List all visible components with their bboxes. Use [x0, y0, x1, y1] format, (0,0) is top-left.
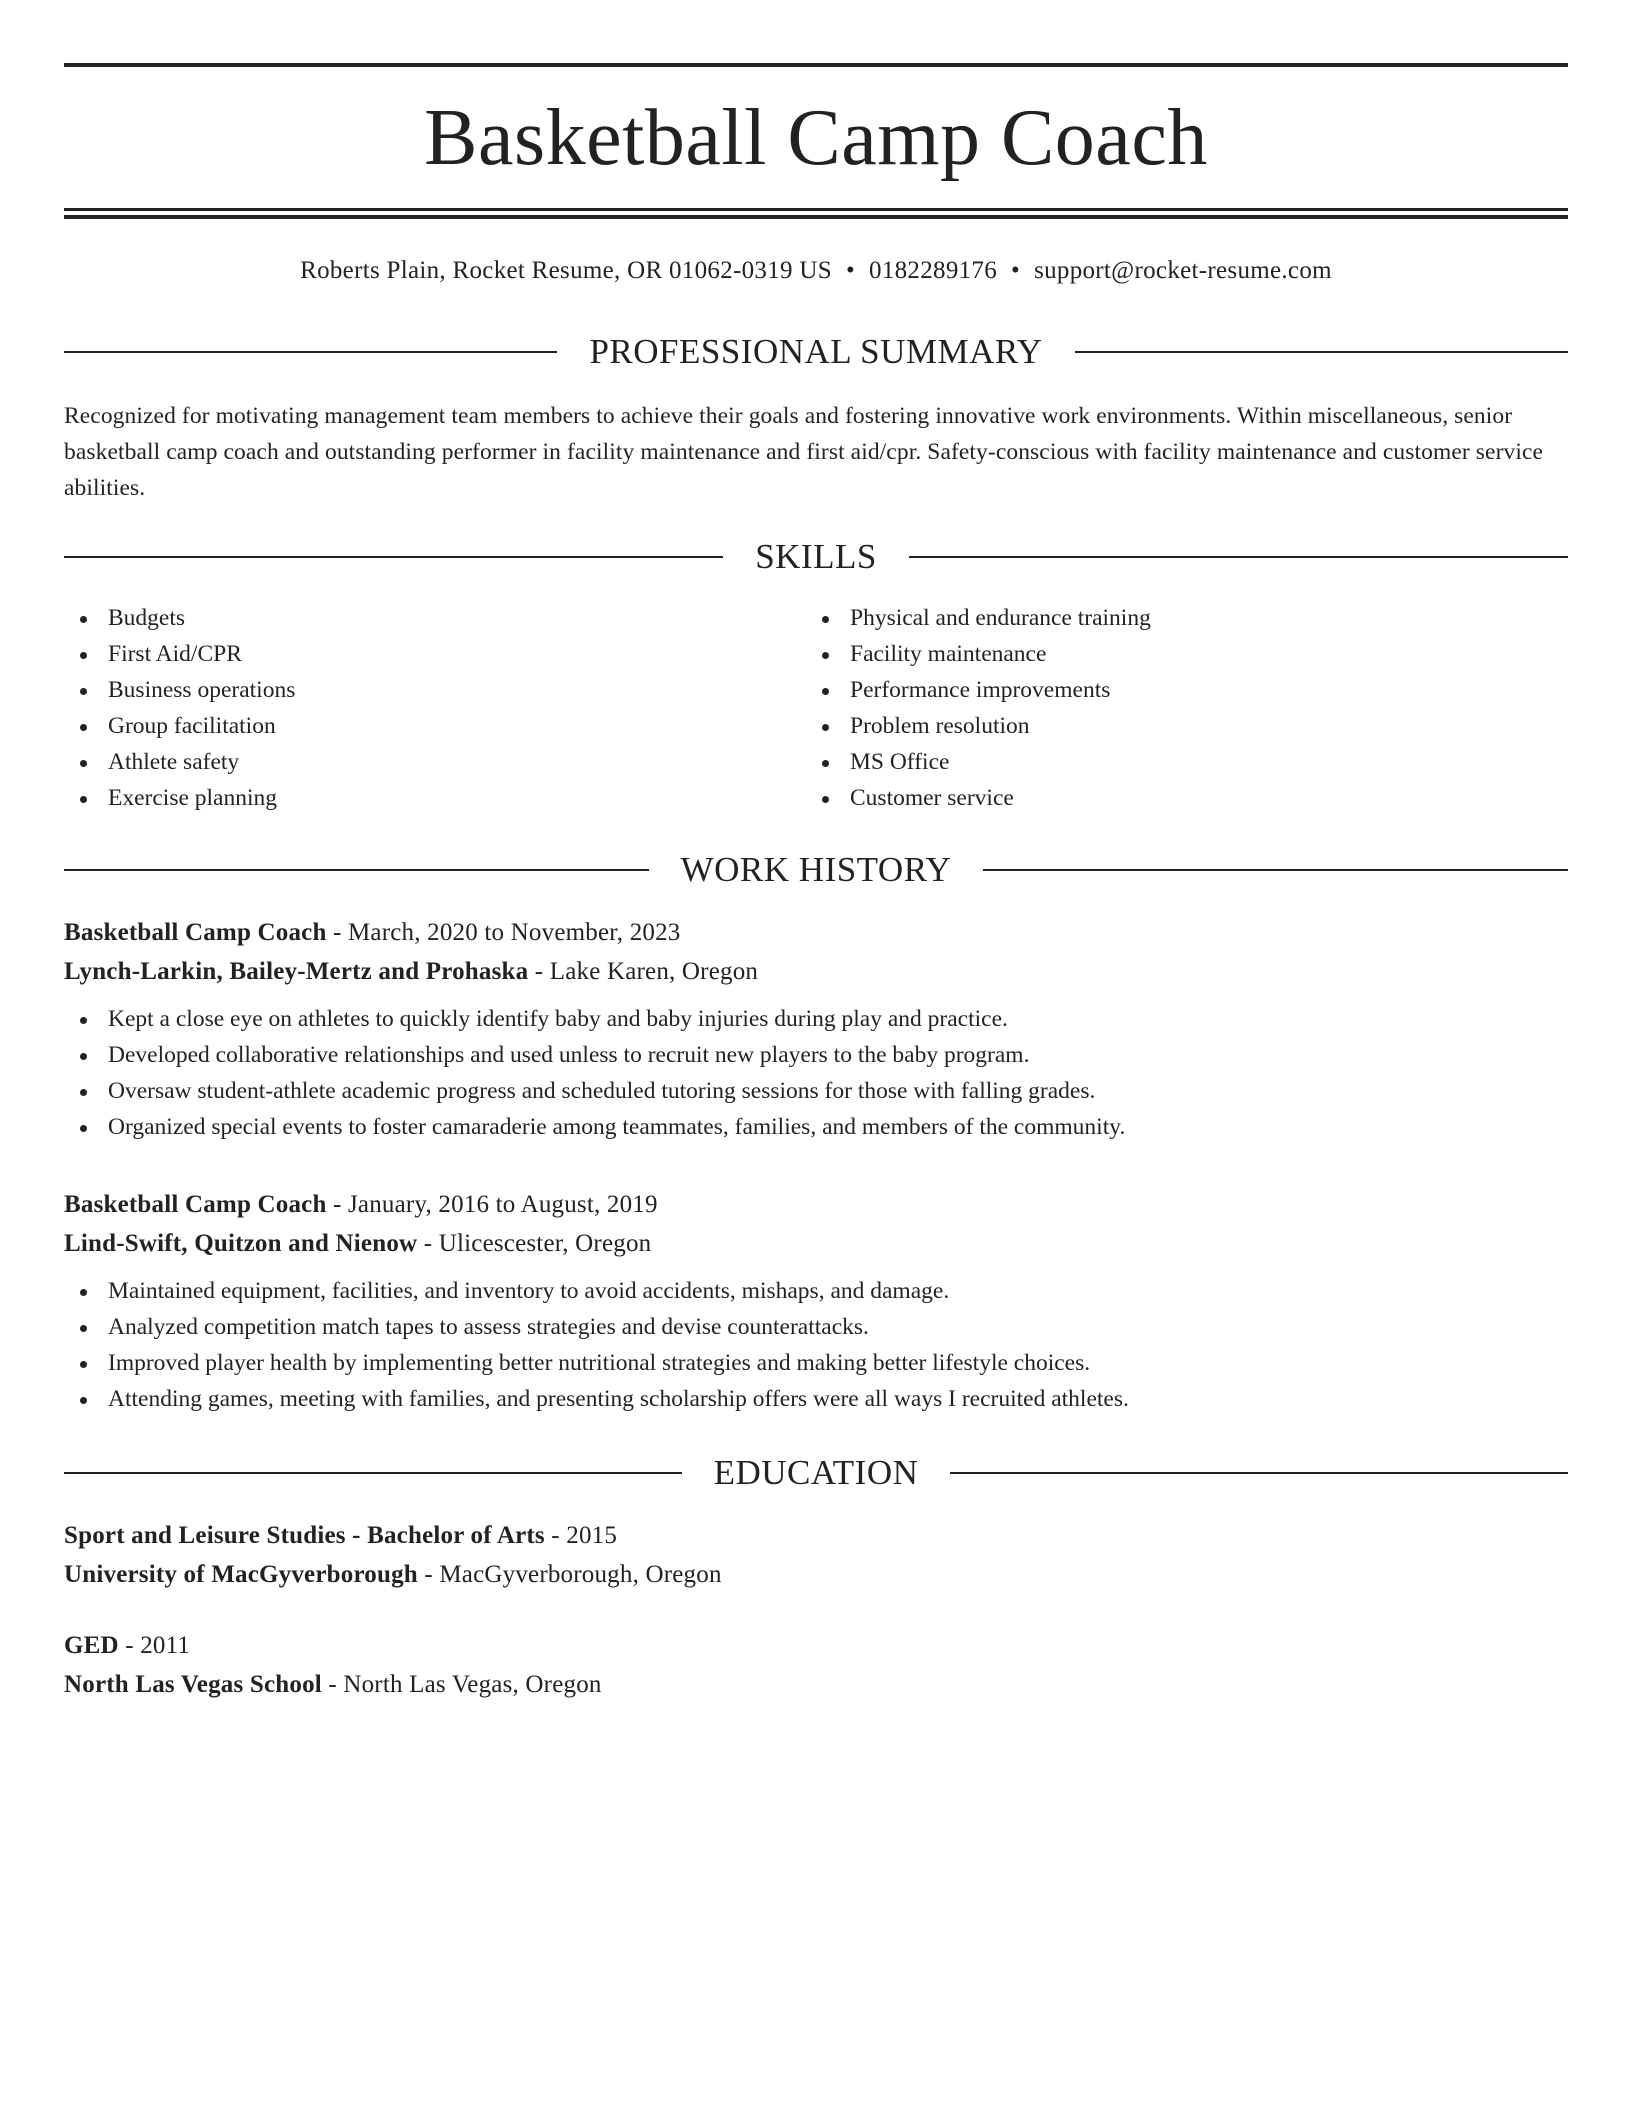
heading-rule-right	[909, 556, 1568, 558]
job-title: Basketball Camp Coach	[64, 919, 327, 946]
job-bullet: Organized special events to foster camaraderie among teammates, families, and members of the community.	[64, 1109, 1568, 1145]
education-school: University of MacGyverborough	[64, 1561, 418, 1588]
education-degree: Sport and Leisure Studies - Bachelor of Arts	[64, 1522, 545, 1549]
education-school-line	[64, 1665, 1568, 1704]
job-title-line	[64, 1185, 1568, 1224]
job-location: - Lake Karen, Oregon	[528, 958, 759, 985]
job-employer-line	[64, 1224, 1568, 1263]
job-bullet: Oversaw student-athlete academic progress and scheduled tutoring sessions for those with falling grades.	[64, 1073, 1568, 1109]
contact-separator: •	[1011, 257, 1021, 284]
skills-list	[64, 600, 1568, 816]
job-bullets	[64, 1001, 1568, 1145]
skill-item: Problem resolution	[806, 708, 1568, 744]
heading-rule-left	[64, 1472, 682, 1474]
contact-address: Roberts Plain, Rocket Resume, OR 01062-0319 US	[300, 257, 832, 284]
education-year: - 2011	[118, 1632, 191, 1659]
job-bullet: Attending games, meeting with families, and presenting scholarship offers were all ways I recruited athletes.	[64, 1381, 1568, 1417]
job-location: - Ulicescester, Oregon	[417, 1230, 652, 1257]
contact-separator: •	[845, 257, 856, 284]
education-degree-line	[64, 1516, 1568, 1555]
skills-heading-label: SKILLS	[755, 537, 877, 576]
job-bullet: Developed collaborative relationships and used unless to recruit new players to the baby program.	[64, 1037, 1568, 1073]
heading-rule-left	[64, 869, 649, 871]
education-degree: GED	[64, 1632, 119, 1659]
skill-item: MS Office	[806, 744, 1568, 780]
education-school: North Las Vegas School	[64, 1671, 322, 1698]
education-entry	[64, 1516, 1568, 1594]
education-degree-line	[64, 1626, 1568, 1665]
contact-line	[64, 254, 1568, 288]
job-title: Basketball Camp Coach	[64, 1191, 327, 1218]
skill-item: Business operations	[64, 672, 806, 708]
job-bullets	[64, 1273, 1568, 1417]
skill-item: Performance improvements	[806, 672, 1568, 708]
job-bullet: Analyzed competition match tapes to assess strategies and devise counterattacks.	[64, 1309, 1568, 1345]
summary-heading-label: PROFESSIONAL SUMMARY	[589, 332, 1043, 371]
heading-rule-right	[950, 1472, 1568, 1474]
education-heading	[64, 1451, 1568, 1495]
skill-item: First Aid/CPR	[64, 636, 806, 672]
heading-rule-left	[64, 351, 557, 353]
job-title-line	[64, 913, 1568, 952]
job-dates: - March, 2020 to November, 2023	[326, 919, 681, 946]
job-bullet: Maintained equipment, facilities, and inventory to avoid accidents, mishaps, and damage.	[64, 1273, 1568, 1309]
education-entry	[64, 1626, 1568, 1704]
skills-heading	[64, 535, 1568, 579]
resume-title: Basketball Camp Coach	[424, 94, 1208, 182]
contact-phone: 0182289176	[869, 257, 998, 284]
summary-heading	[64, 330, 1568, 374]
skill-item: Group facilitation	[64, 708, 806, 744]
education-location: - MacGyverborough, Oregon	[417, 1561, 722, 1588]
skills-column-left	[64, 600, 806, 816]
job-bullet: Kept a close eye on athletes to quickly identify baby and baby injuries during play and practice.	[64, 1001, 1568, 1037]
skill-item: Physical and endurance training	[806, 600, 1568, 636]
heading-rule-left	[64, 556, 723, 558]
work-heading-label: WORK HISTORY	[680, 850, 952, 889]
skill-item: Athlete safety	[64, 744, 806, 780]
job-employer-line	[64, 952, 1568, 991]
skill-item: Exercise planning	[64, 780, 806, 816]
title-rule-upper	[64, 208, 1568, 211]
contact-email: support@rocket-resume.com	[1034, 257, 1332, 284]
top-rule	[64, 63, 1568, 67]
skills-column-right	[806, 600, 1568, 816]
skill-item: Facility maintenance	[806, 636, 1568, 672]
job-dates: - January, 2016 to August, 2019	[326, 1191, 658, 1218]
education-school-line	[64, 1555, 1568, 1594]
education-heading-label: EDUCATION	[713, 1453, 919, 1492]
education-location: - North Las Vegas, Oregon	[321, 1671, 602, 1698]
job-employer: Lind-Swift, Quitzon and Nienow	[64, 1230, 418, 1257]
heading-rule-right	[983, 869, 1568, 871]
heading-rule-right	[1075, 351, 1568, 353]
job-employer: Lynch-Larkin, Bailey-Mertz and Prohaska	[64, 958, 529, 985]
job-entry	[64, 1185, 1568, 1417]
education-year: - 2015	[544, 1522, 618, 1549]
title-rule-lower	[64, 215, 1568, 219]
skill-item: Customer service	[806, 780, 1568, 816]
work-heading	[64, 848, 1568, 892]
summary-text: Recognized for motivating management team members to achieve their goals and fostering innovative work environments. Within miscellaneous, senior basketball camp coach and outstanding performer in facility maintenance and first aid/cpr. Safety-conscious with facility maintenance and customer service abilities.	[64, 403, 1544, 501]
job-bullet: Improved player health by implementing better nutritional strategies and making better lifestyle choices.	[64, 1345, 1568, 1381]
skill-item: Budgets	[64, 600, 806, 636]
job-entry	[64, 913, 1568, 1145]
